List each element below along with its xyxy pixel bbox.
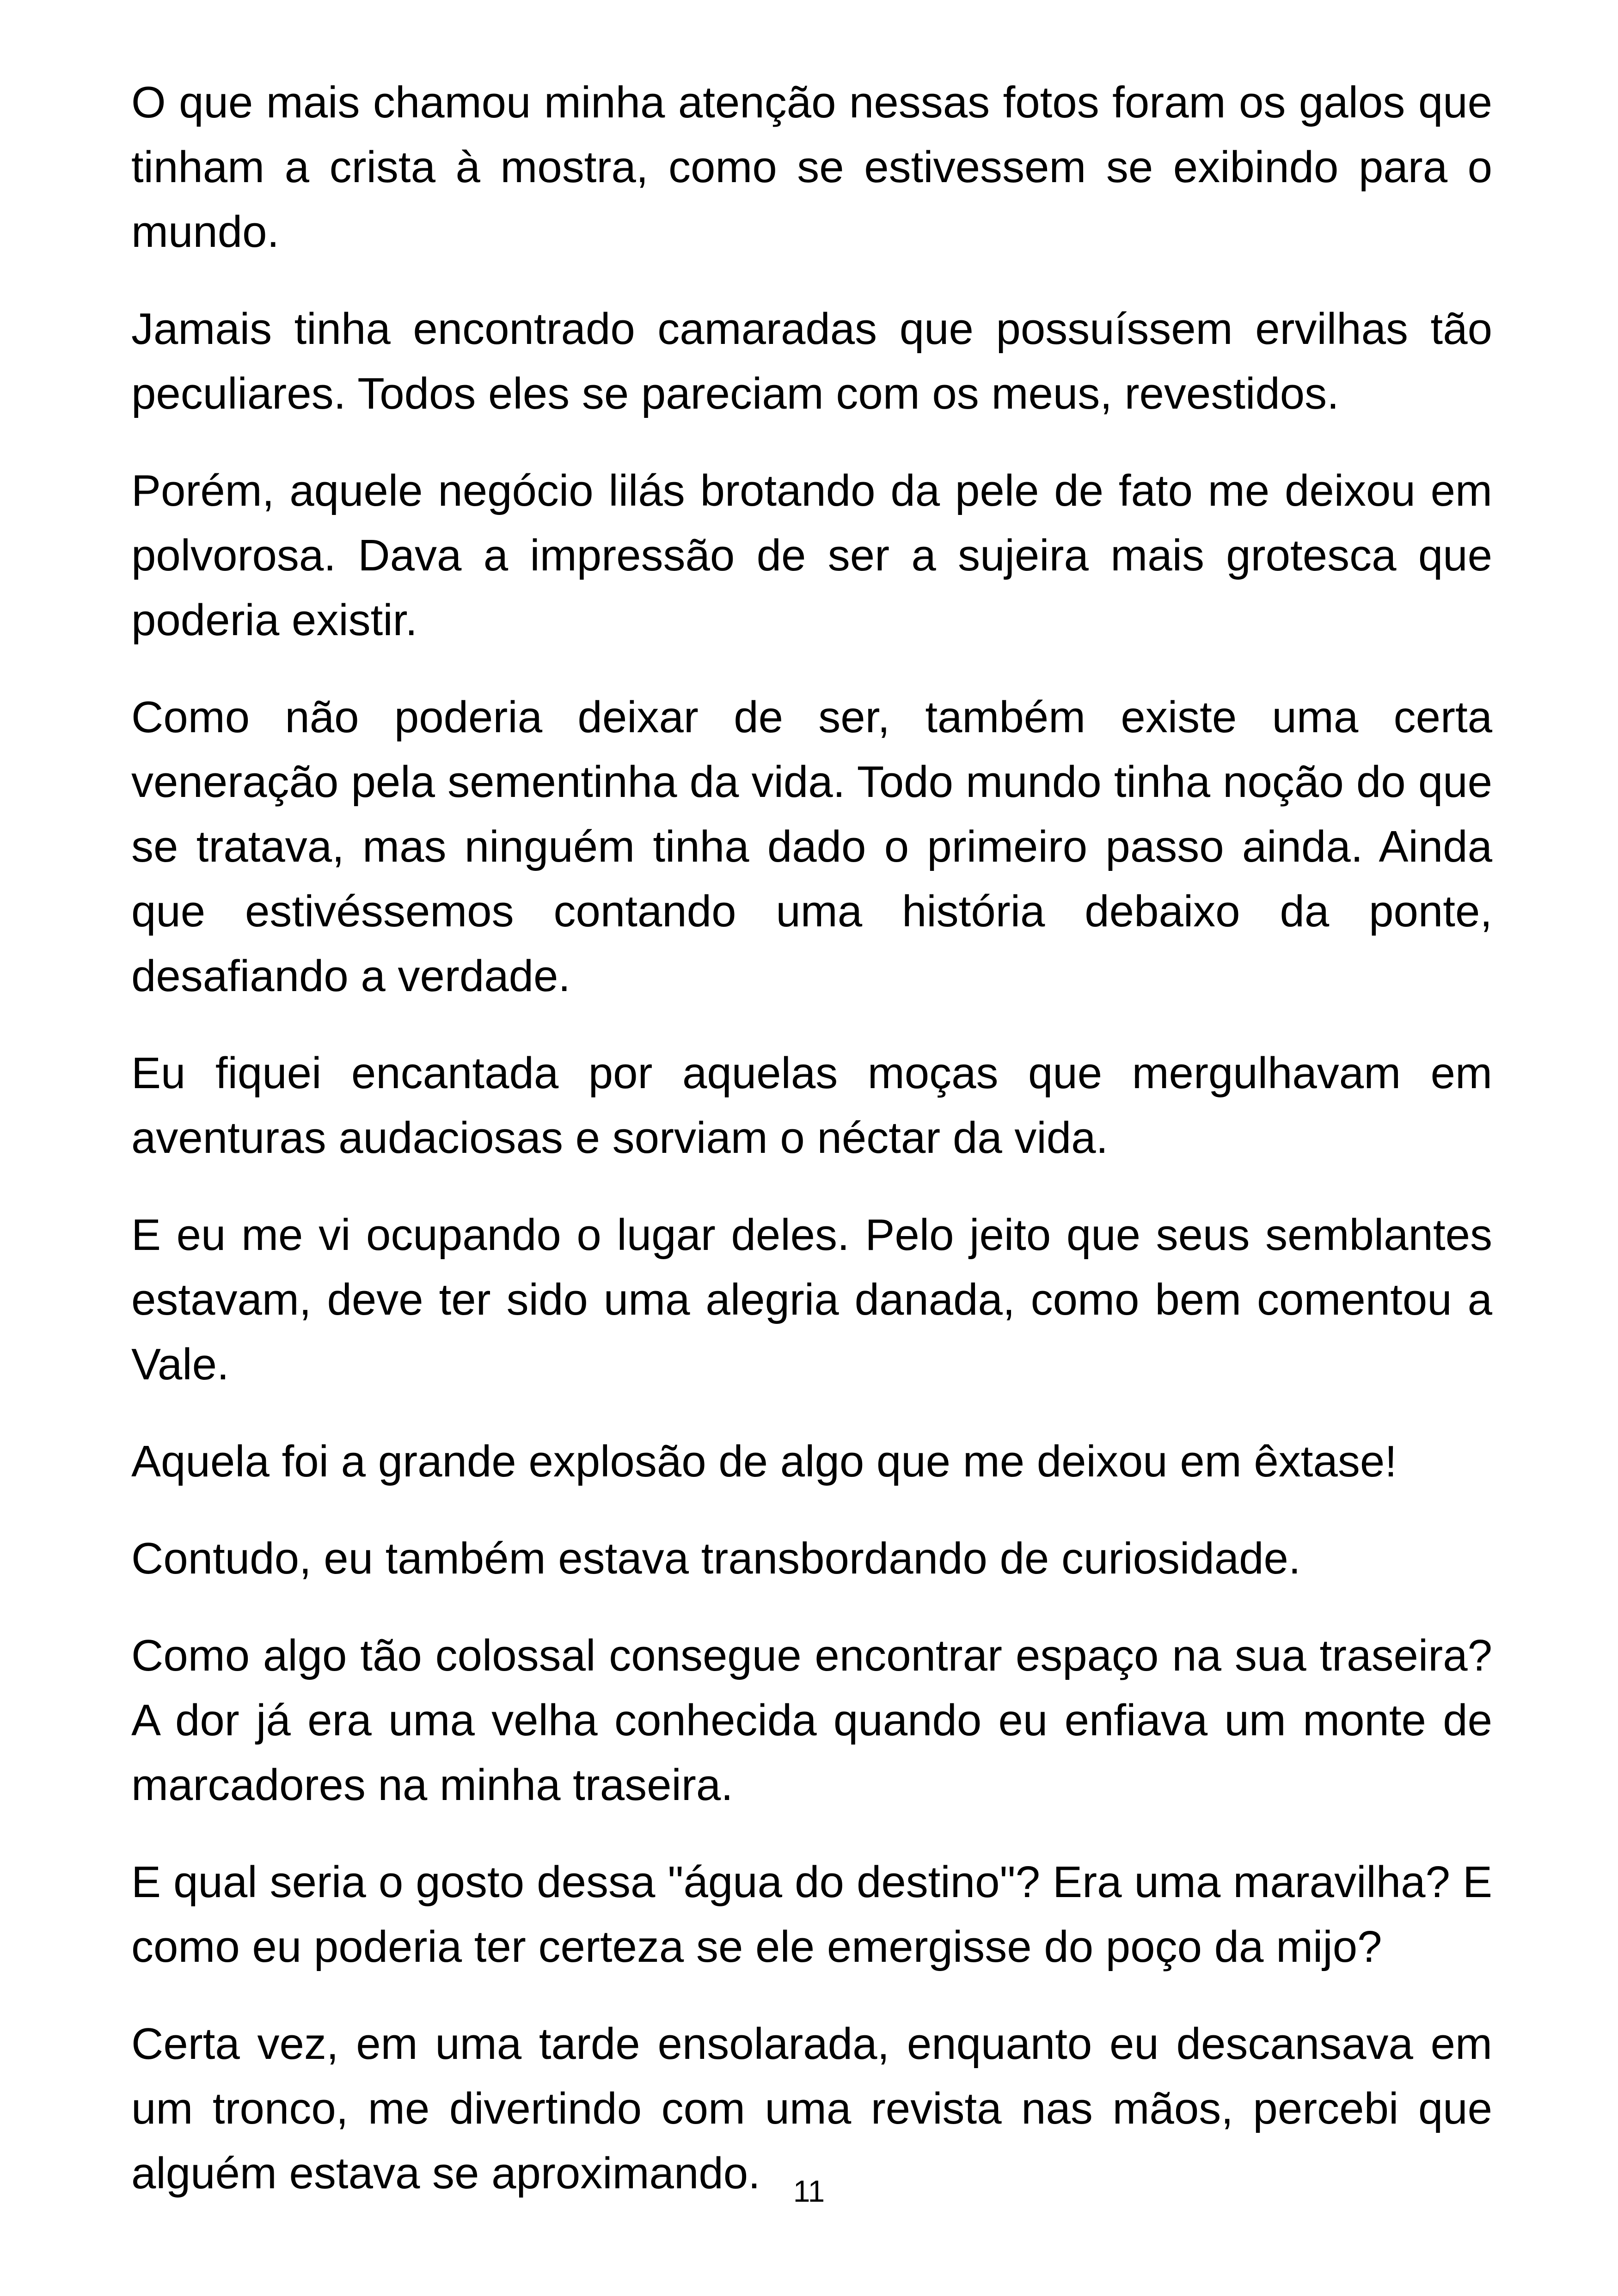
paragraph-5: Eu fiquei encantada por aquelas moças que mergulhavam em aventuras audaciosas e sorviam o néctar da vida. <box>131 1048 1492 1163</box>
paragraph-6: E eu me vi ocupando o lugar deles. Pelo jeito que seus semblantes estavam, deve ter sido uma alegria danada, como bem comentou a Vale. <box>131 1210 1492 1389</box>
paragraph-1: O que mais chamou minha atenção nessas fotos foram os galos que tinham a crista à mostra, como se estivessem se exibindo para o mundo. <box>131 78 1492 257</box>
paragraph-7: Aquela foi a grande explosão de algo que me deixou em êxtase! <box>131 1437 1397 1486</box>
paragraph-2: Jamais tinha encontrado camaradas que possuíssem ervilhas tão peculiares. Todos eles se pareciam com os meus, revestidos. <box>131 304 1492 418</box>
paragraph-10: E qual seria o gosto dessa "água do destino"? Era uma maravilha? E como eu poderia ter certeza se ele emergisse do poço da mijo? <box>131 1857 1492 1971</box>
paragraph-9: Como algo tão colossal consegue encontrar espaço na sua traseira? A dor já era uma velha conhecida quando eu enfiava um monte de marcadores na minha traseira. <box>131 1631 1492 1810</box>
paragraph-11: Certa vez, em uma tarde ensolarada, enquanto eu descansava em um tronco, me divertindo com uma revista nas mãos, percebi que alguém estava se aproximando. <box>131 2019 1492 2198</box>
body-text <box>131 70 1492 2206</box>
paragraph-8: Contudo, eu também estava transbordando de curiosidade. <box>131 1534 1301 1583</box>
page-number: 11 <box>793 2174 825 2208</box>
paragraph-4: Como não poderia deixar de ser, também existe uma certa veneração pela sementinha da vida. Todo mundo tinha noção do que se tratava, mas ninguém tinha dado o primeiro passo ainda. Ainda que estivéssemos contando uma história debaixo da ponte, desafiando a verdade. <box>131 692 1492 1001</box>
paragraph-3: Porém, aquele negócio lilás brotando da pele de fato me deixou em polvorosa. Dava a impressão de ser a sujeira mais grotesca que poderia existir. <box>131 466 1492 645</box>
